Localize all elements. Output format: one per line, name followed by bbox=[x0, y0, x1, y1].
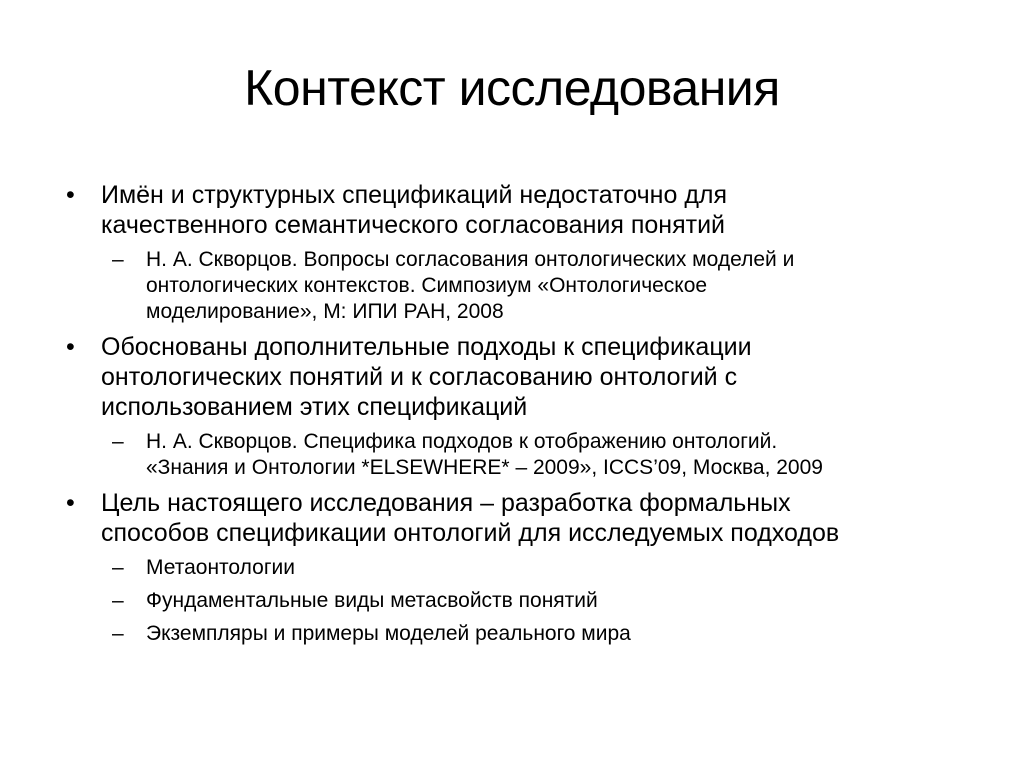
sub-bullet-item bbox=[112, 588, 966, 614]
sub-bullet-item bbox=[112, 429, 966, 481]
bullet-text-line: способов спецификации онтологий для исследуемых подходов bbox=[101, 519, 840, 547]
bullet-text-line: онтологических понятий и к согласованию онтологий с bbox=[101, 363, 738, 391]
bullet-item bbox=[66, 488, 966, 548]
dash-icon: – bbox=[112, 248, 124, 271]
bullet-text-line: качественного семантического согласования понятий bbox=[101, 211, 725, 239]
bullet-icon: • bbox=[66, 333, 75, 361]
slide-content bbox=[66, 180, 966, 654]
bullet-text-line: Имён и структурных спецификаций недостаточно для bbox=[101, 181, 728, 209]
bullet-text-line: использованием этих спецификаций bbox=[101, 393, 528, 421]
bullet-text-line: Цель настоящего исследования – разработка формальных bbox=[101, 489, 791, 517]
dash-icon: – bbox=[112, 430, 124, 453]
sub-bullet-item bbox=[112, 247, 966, 325]
bullet-item bbox=[66, 180, 966, 240]
dash-icon: – bbox=[112, 589, 124, 612]
slide-title: Контекст исследования bbox=[244, 60, 780, 116]
dash-icon: – bbox=[112, 556, 124, 579]
sub-bullet-text-line: Н. А. Скворцов. Вопросы согласования онтологических моделей и bbox=[146, 248, 795, 271]
bullet-item bbox=[66, 332, 966, 422]
sub-bullet-item bbox=[112, 555, 966, 581]
bullet-icon: • bbox=[66, 181, 75, 209]
bullet-icon: • bbox=[66, 489, 75, 517]
sub-bullet-text-line: Экземпляры и примеры моделей реального мира bbox=[146, 622, 631, 645]
sub-bullet-text-line: Н. А. Скворцов. Специфика подходов к отображению онтологий. bbox=[146, 430, 778, 453]
sub-bullet-text-line: «Знания и Онтологии *ELSEWHERE* – 2009», ICCS’09, Москва, 2009 bbox=[146, 456, 823, 479]
sub-bullet-text-line: Фундаментальные виды метасвойств понятий bbox=[146, 589, 598, 612]
dash-icon: – bbox=[112, 622, 124, 645]
bullet-text-line: Обоснованы дополнительные подходы к спецификации bbox=[101, 333, 752, 361]
sub-bullet-item bbox=[112, 621, 966, 647]
sub-bullet-text-line: Метаонтологии bbox=[146, 556, 295, 579]
sub-bullet-text-line: моделирование», М: ИПИ РАН, 2008 bbox=[146, 300, 504, 323]
sub-bullet-text-line: онтологических контекстов. Симпозиум «Онтологическое bbox=[146, 274, 708, 297]
